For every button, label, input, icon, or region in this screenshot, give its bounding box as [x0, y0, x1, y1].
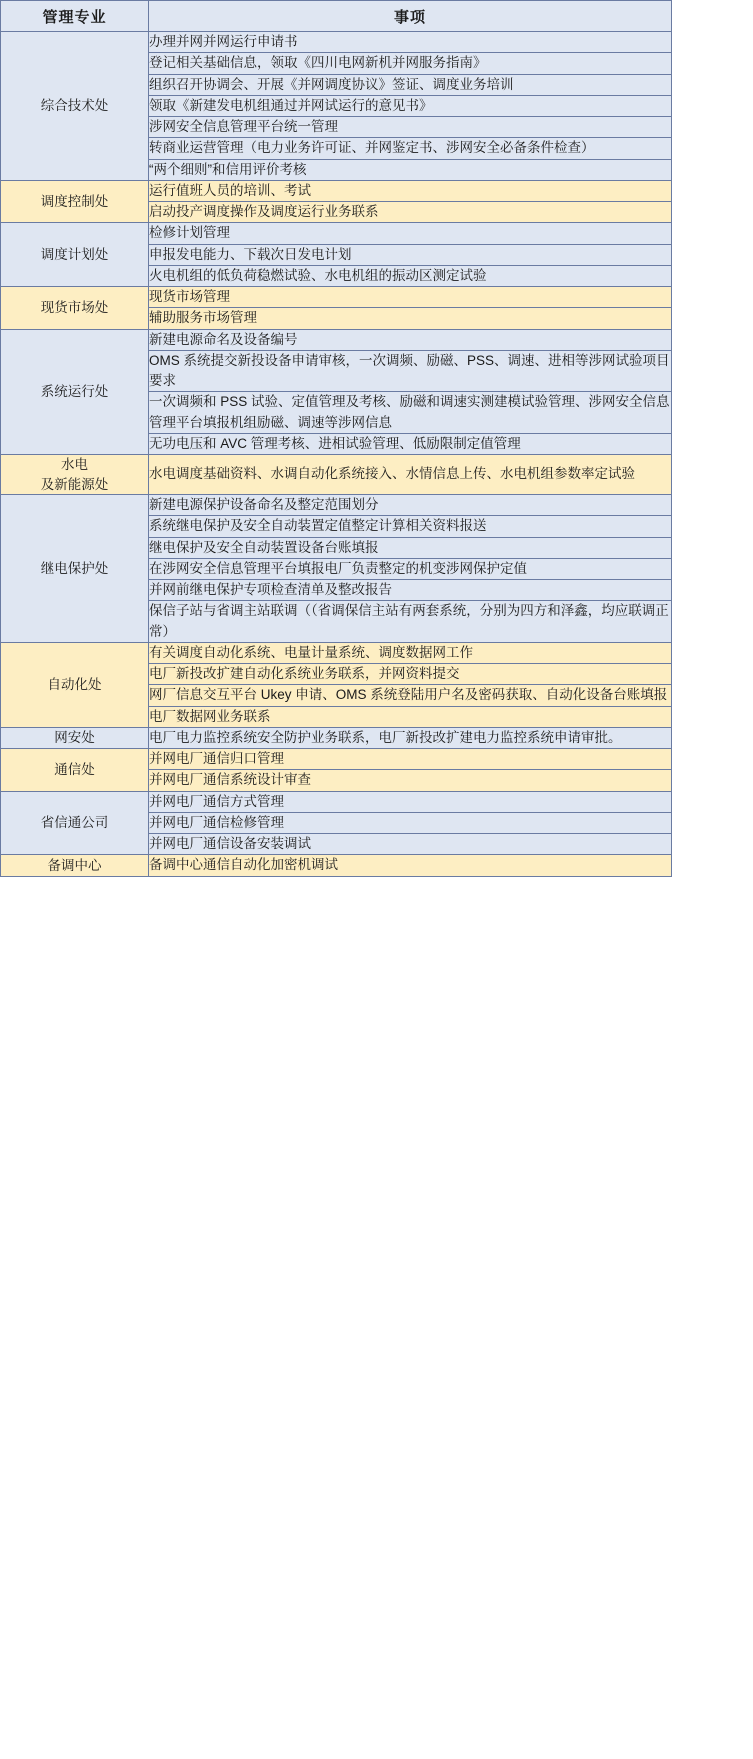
department-cell — [1, 642, 149, 727]
table-row — [1, 855, 672, 876]
table-header — [1, 1, 672, 32]
department-label: 继电保护处 — [40, 560, 109, 576]
department-cell — [1, 791, 149, 855]
item-cell: 并网电厂通信归口管理 — [149, 749, 672, 770]
department-cell — [1, 329, 149, 455]
item-cell: 检修计划管理 — [149, 223, 672, 244]
item-cell: 领取《新建发电机组通过并网试运行的意见书》 — [149, 95, 672, 116]
item-cell: 有关调度自动化系统、电量计量系统、调度数据网工作 — [149, 642, 672, 663]
item-cell: 并网电厂通信系统设计审查 — [149, 770, 672, 791]
item-cell: 新建电源命名及设备编号 — [149, 329, 672, 350]
table-row — [1, 749, 672, 770]
department-cell — [1, 455, 149, 495]
item-cell: 现货市场管理 — [149, 287, 672, 308]
item-cell: 涉网安全信息管理平台统一管理 — [149, 117, 672, 138]
item-cell: 登记相关基础信息，领取《四川电网新机并网服务指南》 — [149, 53, 672, 74]
item-cell: 转商业运营管理（电力业务许可证、并网鉴定书、涉网安全必备条件检查） — [149, 138, 672, 159]
item-cell: 并网电厂通信检修管理 — [149, 812, 672, 833]
item-cell: “两个细则”和信用评价考核 — [149, 159, 672, 180]
item-cell: 水电调度基础资料、水调自动化系统接入、水情信息上传、水电机组参数率定试验 — [149, 455, 672, 495]
item-cell: 网厂信息交互平台 Ukey 申请、OMS 系统登陆用户名及密码获取、自动化设备台账填报 — [149, 685, 672, 706]
item-cell: 申报发电能力、下载次日发电计划 — [149, 244, 672, 265]
table-row — [1, 180, 672, 201]
department-label: 自动化处 — [47, 677, 102, 693]
department-cell — [1, 223, 149, 287]
management-responsibility-table — [0, 0, 672, 877]
item-cell: 组织召开协调会、开展《并网调度协议》签证、调度业务培训 — [149, 74, 672, 95]
department-label: 省信通公司 — [40, 815, 109, 831]
department-cell — [1, 287, 149, 330]
department-label: 网安处 — [54, 730, 95, 746]
table-row — [1, 32, 672, 53]
item-cell: 并网电厂通信方式管理 — [149, 791, 672, 812]
table-body — [1, 32, 672, 877]
item-cell: 继电保护及安全自动装置设备台账填报 — [149, 537, 672, 558]
item-cell: OMS 系统提交新投设备申请审核，一次调频、励磁、PSS、调速、进相等涉网试验项目要求 — [149, 350, 672, 392]
item-cell: 系统继电保护及安全自动装置定值整定计算相关资料报送 — [149, 516, 672, 537]
table-row — [1, 727, 672, 748]
table-row — [1, 287, 672, 308]
department-cell — [1, 180, 149, 223]
item-cell: 在涉网安全信息管理平台填报电厂负责整定的机变涉网保护定值 — [149, 558, 672, 579]
item-cell: 一次调频和 PSS 试验、定值管理及考核、励磁和调速实测建模试验管理、涉网安全信息管理平台填报机组励磁、调速等涉网信息 — [149, 392, 672, 434]
department-cell — [1, 855, 149, 876]
item-cell: 电厂数据网业务联系 — [149, 706, 672, 727]
item-cell: 电厂电力监控系统安全防护业务联系，电厂新投改扩建电力监控系统申请审批。 — [149, 727, 672, 748]
table-row — [1, 455, 672, 495]
item-cell: 备调中心通信自动化加密机调试 — [149, 855, 672, 876]
item-cell: 运行值班人员的培训、考试 — [149, 180, 672, 201]
item-cell: 并网电厂通信设备安装调试 — [149, 834, 672, 855]
column-header-item: 事项 — [149, 1, 672, 32]
item-cell: 并网前继电保护专项检查清单及整改报告 — [149, 580, 672, 601]
item-cell: 无功电压和 AVC 管理考核、进相试验管理、低励限制定值管理 — [149, 433, 672, 454]
item-cell: 保信子站与省调主站联调（（省调保信主站有两套系统，分别为四方和泽鑫，均应联调正常） — [149, 601, 672, 643]
department-cell — [1, 32, 149, 181]
item-cell: 办理并网并网运行申请书 — [149, 32, 672, 53]
department-label: 备调中心 — [47, 857, 102, 873]
table-row — [1, 329, 672, 350]
item-cell: 辅助服务市场管理 — [149, 308, 672, 329]
department-cell — [1, 749, 149, 792]
department-label: 及新能源处 — [40, 476, 109, 492]
table-row — [1, 642, 672, 663]
item-cell: 电厂新投改扩建自动化系统业务联系，并网资料提交 — [149, 664, 672, 685]
department-cell — [1, 727, 149, 748]
table-row — [1, 223, 672, 244]
department-label: 水电 — [61, 457, 88, 472]
table-row — [1, 495, 672, 516]
department-label: 系统运行处 — [40, 383, 109, 399]
column-header-department: 管理专业 — [1, 1, 149, 32]
department-label: 现货市场处 — [40, 299, 109, 315]
item-cell: 启动投产调度操作及调度运行业务联系 — [149, 202, 672, 223]
table-row — [1, 791, 672, 812]
table-header-row — [1, 1, 672, 32]
department-cell — [1, 495, 149, 643]
department-label: 调度计划处 — [40, 246, 109, 262]
item-cell: 新建电源保护设备命名及整定范围划分 — [149, 495, 672, 516]
item-cell: 火电机组的低负荷稳燃试验、水电机组的振动区测定试验 — [149, 265, 672, 286]
department-label: 综合技术处 — [40, 98, 109, 114]
department-label: 调度控制处 — [40, 193, 109, 209]
department-label: 通信处 — [54, 762, 95, 778]
